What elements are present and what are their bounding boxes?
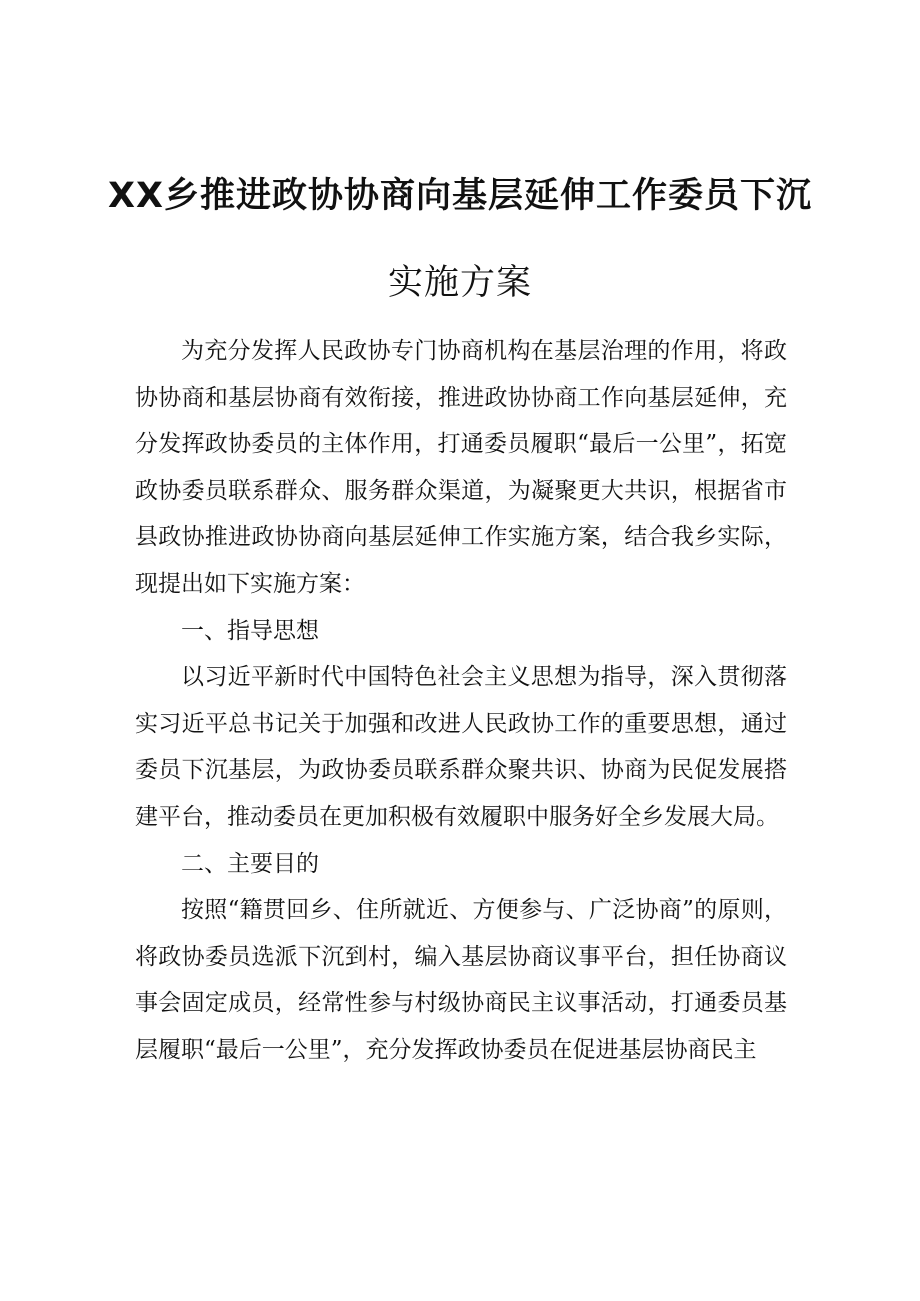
section-heading-main-purpose: 二、主要目的 xyxy=(181,850,319,877)
paragraph-guiding-ideology: 以习近平新时代中国特色社会主义思想为指导，深入贯彻落实习近平总书记关于加强和改进人民政协工作的重要思想，通过委员下沉基层，为政协委员联系群众聚共识、协商为民促发展搭建平台，推动委员在更加积极有效履职中服务好全乡发展大局。 xyxy=(135,664,787,830)
document-body xyxy=(135,328,787,1074)
section-heading-guiding-ideology: 一、指导思想 xyxy=(181,617,319,644)
paragraph-main-purpose: 按照“籍贯回乡、住所就近、方便参与、广泛协商”的原则，将政协委员选派下沉到村，编入基层协商议事平台，担任协商议事会固定成员，经常性参与村级协商民主议事活动，打通委员基层履职“最后一公里”，充分发挥政协委员在促进基层协商民主 xyxy=(135,897,787,1063)
document-title-line-1: XX乡推进政协协商向基层延伸工作委员下沉 xyxy=(108,176,812,216)
document-title-line-2: 实施方案 xyxy=(387,263,532,303)
paragraph-intro: 为充分发挥人民政协专门协商机构在基层治理的作用，将政协协商和基层协商有效衔接，推进政协协商工作向基层延伸，充分发挥政协委员的主体作用，打通委员履职“最后一公里”，拓宽政协委员联系群众、服务群众渠道，为凝聚更大共识，根据省市县政协推进政协协商向基层延伸工作实施方案，结合我乡实际，现提出如下实施方案： xyxy=(135,338,787,597)
